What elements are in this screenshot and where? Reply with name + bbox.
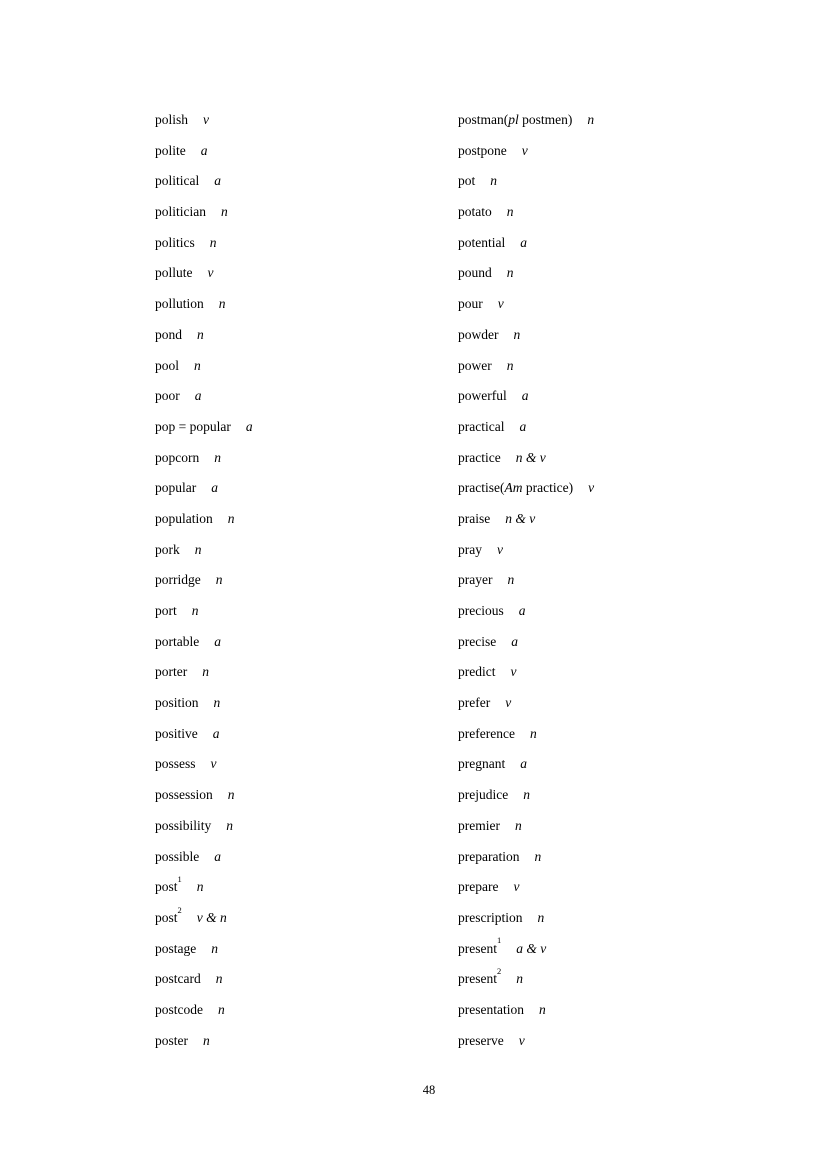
word-entry: [458, 105, 594, 136]
word-entry: [458, 351, 594, 382]
pos-tag: n: [211, 940, 218, 956]
word-entry: [458, 228, 594, 259]
pos-tag: v: [588, 480, 595, 496]
word-text: possession: [155, 787, 213, 803]
word-text: practice: [458, 449, 501, 465]
word-text: pollution: [155, 296, 204, 312]
word-entry: [458, 381, 594, 412]
word-entry: [458, 320, 594, 351]
word-text: precious: [458, 603, 504, 618]
word-entry: [155, 1026, 253, 1057]
word-entry: [458, 443, 594, 474]
pos-tag: n: [227, 510, 235, 526]
word-entry: [155, 811, 253, 842]
word-text: predict: [458, 664, 496, 680]
word-entry: [458, 504, 594, 535]
word-entry: [458, 412, 594, 443]
word-text: post$^2$: [155, 904, 182, 925]
word-text: potential: [458, 234, 506, 250]
pos-tag: n: [221, 204, 228, 220]
pos-tag: v: [207, 265, 214, 281]
word-entry: [155, 381, 253, 412]
word-entry: [155, 688, 253, 719]
word-entry: [458, 535, 594, 566]
word-entry: [155, 749, 253, 780]
word-entry: [458, 627, 594, 658]
word-list-column-right: [458, 105, 594, 1056]
pos-tag: a: [214, 173, 221, 189]
word-text: pond: [155, 326, 182, 342]
word-entry: [458, 1026, 594, 1057]
word-entry: [458, 903, 594, 934]
paren-note-italic: pl: [508, 112, 519, 127]
word-text: potato: [458, 204, 492, 220]
word-text: porter: [155, 664, 188, 680]
word-entry: [458, 473, 594, 504]
word-text: population: [155, 510, 213, 526]
word-entry: [155, 565, 253, 596]
pos-tag: a: [211, 480, 218, 496]
word-text: preserve: [458, 1032, 504, 1048]
word-entry: [155, 473, 253, 504]
word-entry: [458, 596, 594, 627]
pos-tag: n: [209, 234, 217, 250]
pos-tag: a: [214, 633, 221, 649]
word-entry: [155, 627, 253, 658]
word-text: pour: [458, 296, 483, 312]
word-text: powder: [458, 326, 499, 342]
pos-tag: n: [227, 787, 235, 803]
word-text: popular: [155, 480, 197, 496]
word-entry: [458, 289, 594, 320]
word-entry: [155, 289, 253, 320]
word-text: preference: [458, 725, 515, 741]
pos-tag: v: [497, 296, 504, 312]
word-text: postpone: [458, 142, 507, 158]
word-entry: [155, 657, 253, 688]
pos-tag: v & n: [196, 909, 227, 925]
pos-tag: n: [506, 265, 514, 281]
word-text: possess: [155, 756, 196, 772]
pos-tag: n: [587, 112, 595, 127]
homograph-superscript: 1: [496, 935, 502, 946]
word-entry: [155, 964, 253, 995]
pos-tag: n: [213, 695, 221, 711]
pos-tag: n: [215, 572, 223, 588]
word-entry: [458, 136, 594, 167]
word-entry: [458, 842, 594, 873]
word-text: pot: [458, 173, 476, 189]
word-text: pollute: [155, 265, 193, 281]
pos-tag: a: [245, 418, 253, 434]
word-entry: [155, 443, 253, 474]
pos-tag: n: [196, 879, 204, 895]
word-text: popcorn: [155, 449, 200, 465]
pos-tag: v: [521, 142, 528, 158]
pos-tag: n: [226, 817, 234, 833]
word-entry: [458, 565, 594, 596]
word-text: present$^1$: [458, 935, 502, 956]
pos-tag: n: [529, 725, 537, 741]
word-text: prejudice: [458, 787, 509, 803]
pos-tag: n & v: [515, 449, 546, 465]
pos-tag: n: [538, 1001, 546, 1017]
word-entry: [458, 166, 594, 197]
pos-tag: n: [514, 817, 522, 833]
word-text: postcard: [155, 971, 201, 987]
word-entry: [155, 504, 253, 535]
pos-tag: v: [513, 879, 520, 895]
word-text: portable: [155, 633, 200, 649]
pos-tag: v: [505, 695, 512, 711]
word-text: practical: [458, 418, 505, 434]
word-text: poster: [155, 1032, 188, 1048]
pos-tag: a: [518, 603, 526, 618]
word-text: prescription: [458, 909, 523, 925]
word-entry: [155, 535, 253, 566]
pos-tag: a: [214, 848, 222, 864]
word-text: prayer: [458, 572, 493, 588]
word-entry: [458, 719, 594, 750]
word-text: possibility: [155, 817, 212, 833]
word-text: praise: [458, 510, 491, 526]
word-text: pool: [155, 357, 180, 373]
word-entry: [155, 719, 253, 750]
word-text: post$^1$: [155, 873, 182, 895]
word-entry: [458, 780, 594, 811]
word-text: pregnant: [458, 756, 506, 772]
pos-tag: n & v: [505, 510, 536, 526]
word-text: politician: [155, 204, 206, 220]
word-entry: [155, 351, 253, 382]
word-entry: [155, 320, 253, 351]
word-text: pop = popular: [155, 418, 231, 434]
word-text: pound: [458, 265, 492, 281]
word-text: precise: [458, 633, 497, 649]
word-entry: [458, 749, 594, 780]
paren-note-italic: Am: [504, 480, 523, 496]
pos-tag: n: [215, 971, 223, 987]
pos-tag: a: [520, 756, 527, 772]
pos-tag: n: [506, 204, 514, 220]
word-text: pray: [458, 541, 482, 557]
word-text: polish: [155, 112, 189, 127]
word-text: postcode: [155, 1001, 203, 1017]
word-text: presentation: [458, 1001, 524, 1017]
pos-tag: n: [218, 1001, 225, 1017]
pos-tag: a: [194, 388, 202, 404]
word-text: practise(Am practice): [458, 480, 574, 496]
word-entry: [458, 995, 594, 1026]
homograph-superscript: 2: [496, 965, 502, 976]
word-text: political: [155, 173, 200, 189]
pos-tag: n: [537, 909, 545, 925]
word-text: premier: [458, 817, 500, 833]
word-text: postage: [155, 940, 197, 956]
word-entry: [155, 412, 253, 443]
word-list-column-left: [155, 105, 253, 1056]
pos-tag: n: [507, 572, 515, 588]
word-entry: [155, 105, 253, 136]
word-entry: [458, 258, 594, 289]
homograph-superscript: 1: [177, 873, 182, 884]
pos-tag: v: [518, 1032, 525, 1048]
word-text: pork: [155, 541, 180, 557]
pos-tag: n: [218, 296, 226, 312]
pos-tag: a: [521, 388, 529, 404]
pos-tag: n: [523, 787, 530, 803]
pos-tag: a: [212, 725, 220, 741]
word-text: poor: [155, 388, 180, 404]
pos-tag: n: [203, 1032, 210, 1048]
pos-tag: n: [197, 326, 204, 342]
pos-tag: n: [202, 664, 209, 680]
pos-tag: n: [506, 357, 514, 373]
word-entry: [155, 934, 253, 965]
pos-tag: a: [511, 633, 518, 649]
word-text: prepare: [458, 879, 499, 895]
word-text: power: [458, 357, 492, 373]
word-entry: [458, 872, 594, 903]
word-text: porridge: [155, 572, 201, 588]
word-entry: [155, 842, 253, 873]
pos-tag: v: [497, 541, 503, 557]
pos-tag: a: [520, 234, 527, 250]
word-entry: [155, 903, 253, 934]
pos-tag: n: [513, 326, 521, 342]
word-entry: [155, 596, 253, 627]
pos-tag: n: [490, 173, 498, 189]
word-text: possible: [155, 848, 200, 864]
word-entry: [458, 964, 594, 995]
homograph-superscript: 2: [177, 904, 182, 915]
word-entry: [155, 872, 253, 903]
word-text: preparation: [458, 848, 520, 864]
pos-tag: n: [194, 541, 202, 557]
word-text: present$^2$: [458, 965, 502, 987]
word-entry: [458, 197, 594, 228]
word-entry: [155, 228, 253, 259]
word-entry: [155, 258, 253, 289]
word-text: polite: [155, 142, 186, 158]
word-entry: [458, 657, 594, 688]
page-number: 48: [422, 1083, 436, 1097]
word-entry: [155, 995, 253, 1026]
word-text: port: [155, 603, 177, 618]
word-text: position: [155, 695, 199, 711]
word-entry: [458, 934, 594, 965]
pos-tag: n: [534, 848, 542, 864]
word-entry: [155, 780, 253, 811]
pos-tag: a: [200, 142, 208, 158]
pos-tag: v: [510, 664, 517, 680]
word-entry: [155, 166, 253, 197]
pos-tag: a & v: [516, 940, 547, 956]
word-text: prefer: [458, 695, 491, 711]
word-entry: [155, 136, 253, 167]
pos-tag: a: [519, 418, 527, 434]
word-entry: [155, 197, 253, 228]
pos-tag: n: [194, 357, 201, 373]
pos-tag: v: [210, 756, 217, 772]
pos-tag: n: [214, 449, 221, 465]
word-text: positive: [155, 725, 198, 741]
word-text: postman(pl postmen): [458, 112, 573, 127]
word-entry: [458, 688, 594, 719]
pos-tag: n: [191, 603, 199, 618]
pos-tag: n: [516, 971, 523, 987]
pos-tag: v: [203, 112, 210, 127]
word-text: powerful: [458, 388, 507, 404]
word-entry: [458, 811, 594, 842]
word-text: politics: [155, 234, 195, 250]
